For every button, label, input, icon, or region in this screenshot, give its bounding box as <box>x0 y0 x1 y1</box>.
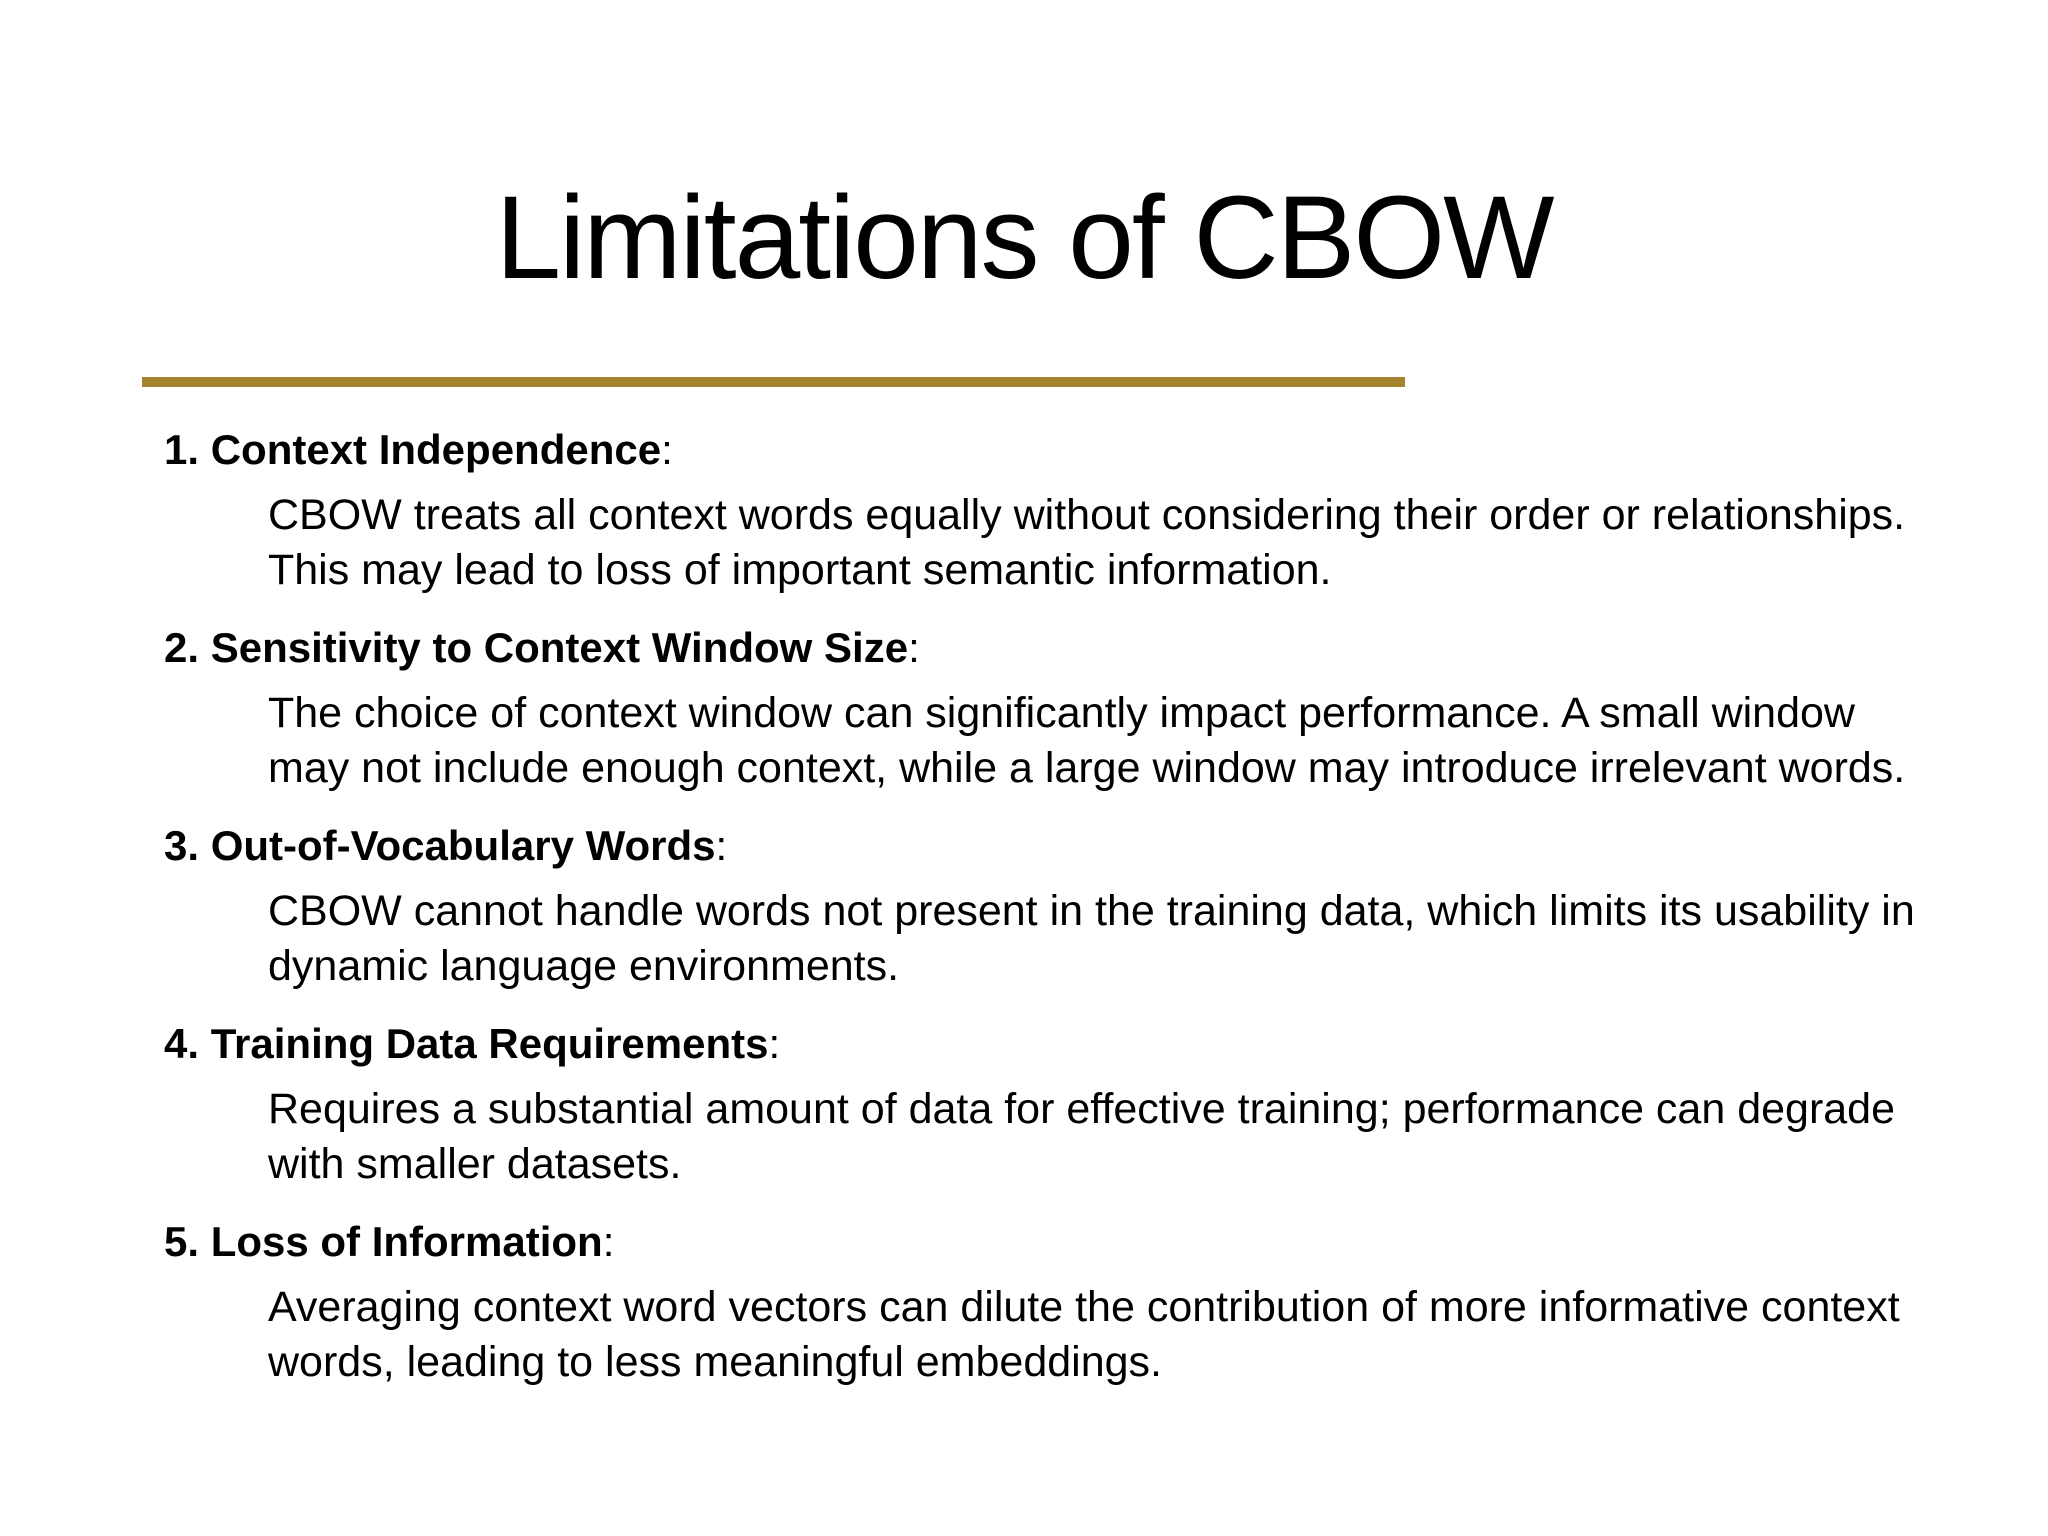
point-colon: : <box>768 1020 781 1067</box>
point-term: Sensitivity to Context Window Size <box>210 624 909 671</box>
point-heading <box>164 1212 1924 1272</box>
slide-title: Limitations of CBOW <box>495 172 1553 304</box>
point-term: Context Independence <box>210 426 662 473</box>
point-heading <box>164 618 1924 678</box>
point-description: Requires a substantial amount of data for effective training; performance can degrade with smaller datasets. <box>268 1085 1896 1188</box>
point-term: Loss of Information <box>210 1218 603 1265</box>
point-term: Training Data Requirements <box>210 1020 769 1067</box>
point-number: 2. <box>164 624 200 671</box>
list-item <box>164 420 1924 598</box>
point-colon: : <box>908 624 920 671</box>
point-colon: : <box>715 822 728 869</box>
limitations-list <box>164 420 1924 1410</box>
list-item <box>164 1014 1924 1192</box>
point-description: CBOW treats all context words equally without considering their order or relationships. This may lead to loss of important semantic information. <box>268 491 1906 594</box>
title-underline <box>142 377 1405 387</box>
point-colon: : <box>661 426 673 473</box>
point-colon: : <box>602 1218 615 1265</box>
point-term: Out-of-Vocabulary Words <box>210 822 716 869</box>
point-heading <box>164 816 1924 876</box>
list-item <box>164 618 1924 796</box>
point-number: 4. <box>164 1020 200 1067</box>
point-description: CBOW cannot handle words not present in the training data, which limits its usability in dynamic language environments. <box>268 887 1915 990</box>
point-number: 3. <box>164 822 200 869</box>
point-description: The choice of context window can significantly impact performance. A small window may not include enough context, while a large window may introduce irrelevant words. <box>268 689 1906 792</box>
list-item <box>164 1212 1924 1390</box>
point-heading <box>164 420 1924 480</box>
point-number: 5. <box>164 1218 200 1265</box>
point-heading <box>164 1014 1924 1074</box>
list-item <box>164 816 1924 994</box>
point-number: 1. <box>164 426 200 473</box>
point-description: Averaging context word vectors can dilute the contribution of more informative context words, leading to less meaningful embeddings. <box>268 1283 1900 1386</box>
